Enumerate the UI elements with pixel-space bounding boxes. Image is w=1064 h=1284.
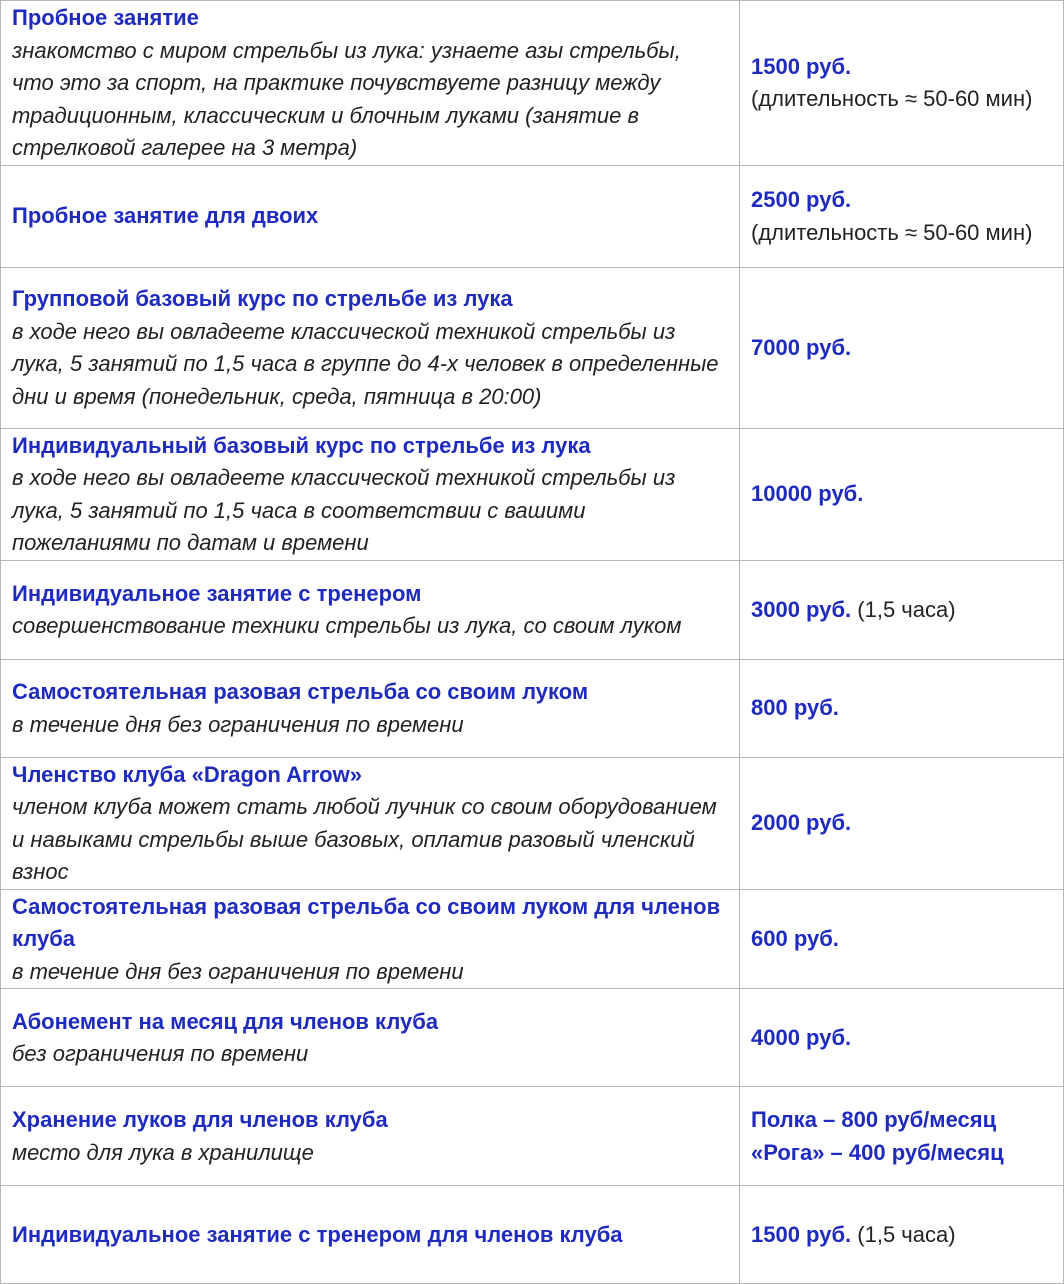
service-cell [1, 428, 740, 560]
service-cell [1, 560, 740, 659]
service-cell [1, 1087, 740, 1186]
price-value: 1500 руб. [751, 53, 852, 79]
price-value: 800 руб. [751, 695, 839, 721]
price-note: (длительность ≈ 50-60 мин) [751, 86, 1033, 112]
price-note: (длительность ≈ 50-60 мин) [751, 219, 1033, 245]
price-cell [740, 428, 1064, 560]
service-description: совершенствование техники стрельбы из лука, со своим луком [12, 613, 682, 638]
service-title: Абонемент на месяц для членов клуба [12, 1008, 439, 1034]
price-value: 10000 руб. [751, 481, 864, 507]
price-cell [740, 1, 1064, 166]
service-title: Индивидуальное занятие с тренером для членов клуба [12, 1221, 623, 1247]
service-cell [1, 165, 740, 267]
table-row [1, 1087, 1064, 1186]
price-note [857, 1222, 955, 1247]
service-title: Пробное занятие [12, 5, 199, 30]
table-row [1, 1, 1064, 166]
service-title: Самостоятельная разовая стрельба со своим луком для членов клуба [12, 893, 721, 951]
price-value: 3000 руб. [751, 596, 852, 622]
price-value: 600 руб. [751, 926, 839, 951]
service-title: Индивидуальное занятие с тренером [12, 580, 422, 606]
table-row [1, 560, 1064, 659]
price-note-text: (1,5 часа) [857, 1221, 956, 1247]
price-cell [740, 757, 1064, 889]
service-title: Групповой базовый курс по стрельбе из лука [12, 286, 513, 311]
table-row [1, 757, 1064, 889]
service-cell [1, 757, 740, 889]
table-row [1, 889, 1064, 989]
price-value: 4000 руб. [751, 1024, 852, 1050]
price-cell [740, 560, 1064, 659]
service-cell [1, 889, 740, 989]
service-cell [1, 989, 740, 1087]
service-cell [1, 1186, 740, 1284]
price-value: 1500 руб. [751, 1221, 852, 1247]
price-value: 2500 руб. [751, 187, 852, 212]
price-note-text: (1,5 часа) [857, 596, 956, 622]
price-cell [740, 1087, 1064, 1186]
price-cell [740, 889, 1064, 989]
table-row [1, 267, 1064, 428]
price-cell [740, 989, 1064, 1087]
table-row [1, 1186, 1064, 1284]
price-line: Полка – 800 руб/месяц [751, 1107, 997, 1132]
service-description: членом клуба может стать любой лучник со своим оборудованием и навыками стрельбы выше базовых, оплатив разовый членский взнос [12, 794, 717, 884]
service-cell [1, 1, 740, 166]
service-description: место для лука в хранилище [12, 1139, 314, 1165]
table-row [1, 428, 1064, 560]
service-title: Индивидуальный базовый курс по стрельбе из лука [12, 432, 591, 458]
price-note [857, 597, 955, 622]
price-cell [740, 659, 1064, 757]
table-row [1, 165, 1064, 267]
table-row [1, 989, 1064, 1087]
service-title: Пробное занятие для двоих [12, 203, 319, 229]
price-cell [740, 1186, 1064, 1284]
price-cell [740, 267, 1064, 428]
service-description: без ограничения по времени [12, 1041, 309, 1066]
service-description: в течение дня без ограничения по времени [12, 711, 464, 737]
service-description: в ходе него вы овладеете классической техникой стрельбы из лука, 5 занятий по 1,5 часа в соответствии с вашими пожеланиями по датам и времени [12, 465, 676, 555]
service-title: Самостоятельная разовая стрельба со своим луком [12, 679, 589, 704]
price-cell [740, 165, 1064, 267]
service-cell [1, 659, 740, 757]
price-line: «Рога» – 400 руб/месяц [751, 1139, 1004, 1165]
service-description: знакомство с миром стрельбы из лука: узнаете азы стрельбы, что это за спорт, на практике почувствуете разницу между традиционным, классическим и блочным луками (занятие в стрелковой галерее на 3 метра) [12, 37, 681, 160]
price-value: 7000 руб. [751, 334, 852, 360]
service-title: Членство клуба «Dragon Arrow» [12, 761, 362, 787]
service-cell [1, 267, 740, 428]
service-title: Хранение луков для членов клуба [12, 1107, 388, 1132]
service-description: в течение дня без ограничения по времени [12, 958, 464, 984]
table-row [1, 659, 1064, 757]
price-value: 2000 руб. [751, 810, 852, 836]
service-description: в ходе него вы овладеете классической техникой стрельбы из лука, 5 занятий по 1,5 часа в группе до 4-х человек в определенные дни и время (понедельник, среда, пятница в 20:00) [12, 318, 719, 409]
